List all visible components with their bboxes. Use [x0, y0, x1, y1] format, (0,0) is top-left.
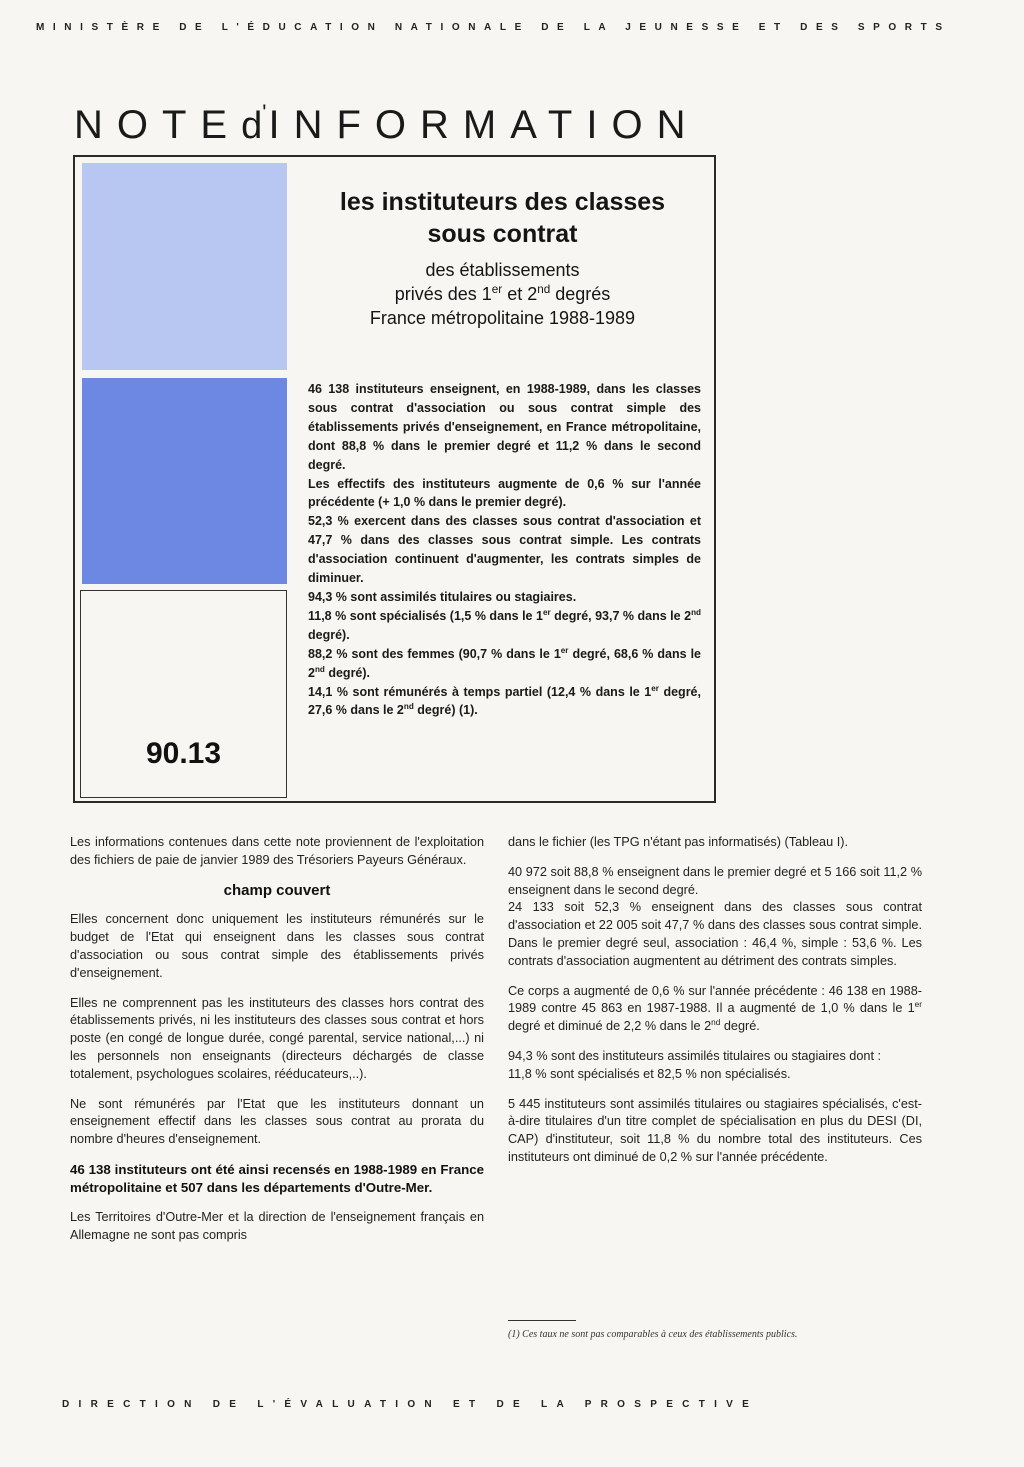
summary-text-run: 88,2 % sont des femmes (90,7 % dans le 1 [308, 646, 561, 661]
subheading-text: et 2 [502, 284, 538, 304]
body-paragraph: Les Territoires d'Outre-Mer et la direction de l'enseignement français en Allemagne ne sont pas compris [70, 1209, 484, 1242]
superscript: er [651, 683, 659, 693]
note-title-apostrophe: ' [262, 100, 269, 125]
superscript: er [491, 283, 503, 296]
body-paragraph: 11,8 % sont spécialisés et 82,5 % non spécialisés. [508, 1066, 791, 1081]
summary-text-run: degré) (1). [413, 703, 478, 718]
subheading-line-2 [300, 282, 705, 306]
note-number: 90.13 [145, 737, 222, 770]
body-paragraph: 24 133 soit 52,3 % enseignent dans des classes sous contrat d'association et 22 005 soit 47,7 % dans des classes sous contrat simple. Dans le premier degré seul, association : 46,4 %, simple : 53,6 %. Les contrats d'association augmentent au détriment des contrats simples. [508, 900, 922, 968]
ministry-header: MINISTÈRE DE L'ÉDUCATION NATIONALE DE LA JEUNESSE ET DES SPORTS [36, 22, 951, 33]
summary-text-run: 11,8 % sont spécialisés (1,5 % dans le 1 [308, 608, 543, 623]
body-column-right [508, 834, 922, 1179]
summary-paragraph: 94,3 % sont assimilés titulaires ou stagiaires. [308, 589, 577, 604]
heading-line-2: sous contrat [427, 220, 578, 248]
summary-text-run: degré, 68,6 % dans le 2 [308, 646, 702, 680]
body-paragraph: Elles ne comprennent pas les instituteurs des classes hors contrat des établissements privés, ni les instituteurs des classes sous contrat et hors poste (en congé de longue durée, congé parental, service national,...) ni les personnels non enseignants (directeurs déchargés de classe totalement, psychologues scolaires, rééducateurs,..). [70, 995, 484, 1081]
body-paragraph: Elles concernent donc uniquement les instituteurs rémunérés sur le budget de l'Etat qui enseignent dans les classes sous contrat d'association ou sous contrat simple des établissements privés d'enseignement. [70, 912, 484, 980]
document-subheading [300, 258, 705, 330]
footnote: (1) Ces taux ne sont pas comparables à ceux des établissements publics. [508, 1329, 798, 1340]
summary-text-run: degré, 93,7 % dans le 2 [550, 608, 692, 623]
summary-text-run: degré). [324, 665, 371, 680]
footnote-rule [508, 1320, 576, 1321]
heading-line-1: les instituteurs des classes [339, 188, 666, 216]
note-title-information: INFORMATION [268, 103, 700, 147]
summary-paragraph: Les effectifs des instituteurs augmente de 0,6 % sur l'année précédente (+ 1,0 % dans le premier degré). [308, 476, 701, 510]
note-title-d: d [241, 105, 263, 147]
document-heading [300, 186, 705, 250]
subheading-text: privés des 1 [394, 284, 492, 304]
summary-paragraph [308, 645, 701, 683]
subheading-line-1: des établissements [425, 260, 580, 280]
superscript: nd [403, 702, 414, 712]
summary-text-run: degré). [308, 627, 350, 642]
summary-paragraph: 52,3 % exercent dans des classes sous contrat d'association et 47,7 % dans des classes sous contrat simple. Les contrats d'association continuent d'augmenter, les contrats simples de diminuer. [308, 514, 701, 586]
direction-footer: DIRECTION DE L'ÉVALUATION ET DE LA PROSPECTIVE [62, 1399, 759, 1410]
decorative-block-dark [82, 378, 287, 584]
body-paragraph: 94,3 % sont des instituteurs assimilés titulaires ou stagiaires dont : [508, 1048, 882, 1063]
superscript: er [914, 1000, 922, 1010]
summary-text-run: degré, 27,6 % dans le 2 [308, 684, 701, 718]
decorative-block-light [82, 163, 287, 370]
note-title-note: NOTE [74, 103, 242, 147]
subheading-line-3: France métropolitaine 1988-1989 [369, 308, 636, 328]
body-column-left [70, 834, 484, 1257]
subheading-text: degrés [550, 284, 611, 304]
body-text-run: Ce corps a augmenté de 0,6 % sur l'année précédente : 46 138 en 1988-1989 contre 45 863 en 1987-1988. Il a augmenté de 1,0 % dans le 1 [508, 983, 922, 1016]
superscript: nd [691, 607, 701, 617]
section-heading: champ couvert [223, 881, 331, 899]
note-number-box [80, 590, 287, 798]
superscript: er [560, 645, 569, 655]
body-paragraph-bold: 46 138 instituteurs ont été ainsi recensés en 1988-1989 en France métropolitaine et 507 dans les départements d'Outre-Mer. [70, 1161, 484, 1195]
note-title [74, 100, 699, 148]
superscript: nd [711, 1017, 721, 1027]
body-paragraph: 40 972 soit 88,8 % enseignent dans le premier degré et 5 166 soit 11,2 % enseignent dans le second degré. [508, 864, 922, 897]
summary-paragraph: 46 138 instituteurs enseignent, en 1988-1989, dans les classes sous contrat d'association ou sous contrat simple des établissements privés d'enseignement, en France métropolitaine, dont 88,8 % dans le premier degré et 11,2 % dans le second degré. [308, 382, 701, 472]
body-paragraph: 5 445 instituteurs sont assimilés titulaires ou stagiaires spécialisés, c'est-à-dire titulaires d'un titre complet de spécialisation en plus du DESI (DI, CAP) d'instituteur, soit 11,8 % du nombre total des instituteurs. Ces instituteurs ont diminué de 0,2 % sur l'année précédente. [508, 1096, 922, 1164]
summary-paragraph [308, 607, 701, 645]
summary-text-run: 14,1 % sont rémunérés à temps partiel (12,4 % dans le 1 [308, 684, 652, 699]
summary-text [308, 380, 701, 720]
body-paragraph: dans le fichier (les TPG n'étant pas informatisés) (Tableau I). [508, 835, 848, 849]
body-text-run: degré. [720, 1019, 760, 1034]
body-paragraph: Ne sont rémunérés par l'Etat que les instituteurs donnant un enseignement effectif dans les classes sous contrat au prorata du nombre d'heures d'enseignement. [70, 1096, 484, 1147]
body-text-run: degré et diminué de 2,2 % dans le 2 [508, 1019, 712, 1034]
superscript: er [542, 607, 551, 617]
superscript: nd [314, 664, 325, 674]
summary-paragraph [308, 683, 701, 721]
body-paragraph [508, 983, 922, 1036]
body-paragraph: Les informations contenues dans cette note proviennent de l'exploitation des fichiers de paie de janvier 1989 des Trésoriers Payeurs Généraux. [70, 835, 484, 867]
superscript: nd [537, 283, 551, 296]
